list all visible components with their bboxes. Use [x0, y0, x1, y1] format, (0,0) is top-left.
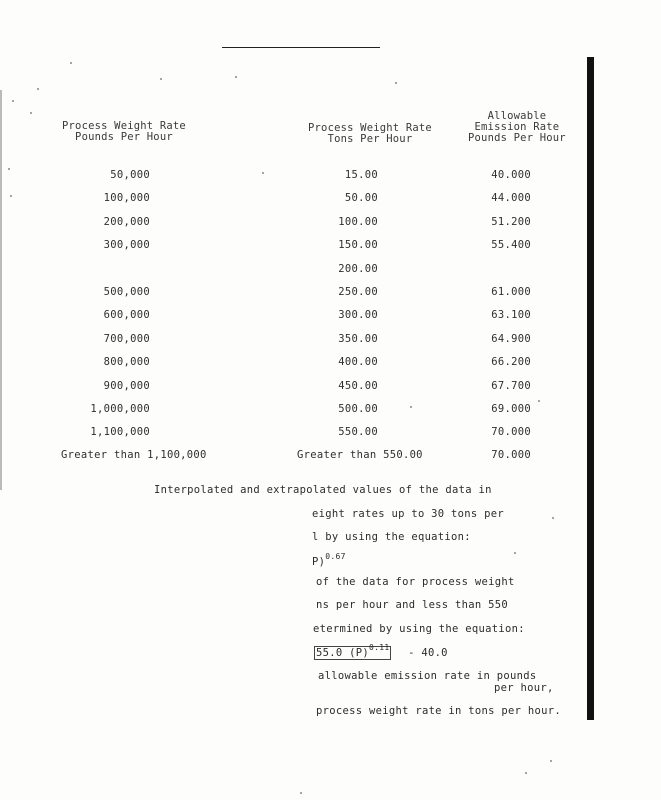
equation-2-constant: - 40.0: [408, 647, 448, 659]
scan-speck: [160, 78, 162, 80]
scan-speck: [10, 195, 12, 197]
top-rule: [222, 47, 380, 48]
row-allowable-emission: 63.100: [491, 309, 531, 321]
row-process-weight-lbs: 50,000: [110, 169, 150, 181]
scan-speck: [12, 100, 14, 102]
note-line-1: Interpolated and extrapolated values of the data in: [154, 484, 492, 496]
row-process-weight-lbs: 1,000,000: [90, 403, 150, 415]
note-line-2: eight rates up to 30 tons per: [312, 508, 505, 520]
scan-speck: [262, 172, 264, 174]
row-process-weight-tons: 550.00: [338, 426, 378, 438]
equation-1-base: P): [312, 556, 326, 568]
row-process-weight-lbs: 300,000: [103, 239, 150, 251]
header-process-weight-tons: Process Weight Rate Tons Per Hour: [308, 122, 432, 145]
row-process-weight-tons: 400.00: [338, 356, 378, 368]
header-process-weight-lbs: Process Weight Rate Pounds Per Hour: [62, 120, 186, 143]
row-process-weight-lbs: 100,000: [103, 192, 150, 204]
row-process-weight-tons: 50.00: [344, 192, 378, 204]
row-process-weight-tons: 15.00: [344, 169, 378, 181]
row-process-weight-tons: 250.00: [338, 286, 378, 298]
header-allowable-emission: Allowable Emission Rate Pounds Per Hour: [468, 110, 566, 144]
row-process-weight-lbs: 900,000: [103, 380, 150, 392]
row-process-weight-lbs: 500,000: [103, 286, 150, 298]
note-line-11: process weight rate in tons per hour.: [316, 705, 561, 717]
row-allowable-emission: 67.700: [491, 380, 531, 392]
scan-speck: [8, 168, 10, 170]
scan-speck: [410, 406, 412, 408]
note-line-9: allowable emission rate in pounds: [318, 670, 537, 682]
row-allowable-emission: 70.000: [491, 426, 531, 438]
scan-edge-bar: [587, 57, 594, 720]
row-process-weight-tons: 100.00: [338, 216, 378, 228]
equation-1: [312, 552, 346, 568]
row-allowable-emission: 69.000: [491, 403, 531, 415]
scan-speck: [30, 112, 32, 114]
row-allowable-emission: 66.200: [491, 356, 531, 368]
scan-speck: [70, 62, 72, 64]
row-process-weight-tons: 500.00: [338, 403, 378, 415]
scan-speck: [538, 400, 540, 402]
note-line-5: of the data for process weight: [316, 576, 515, 588]
row-process-weight-lbs: 600,000: [103, 309, 150, 321]
note-line-7: etermined by using the equation:: [313, 623, 525, 635]
row-process-weight-lbs: 800,000: [103, 356, 150, 368]
scan-speck: [300, 792, 302, 794]
scan-speck: [552, 517, 554, 519]
equation-1-exponent: 0.67: [325, 552, 346, 561]
note-line-3: l by using the equation:: [312, 531, 471, 543]
row-allowable-emission: 44.000: [491, 192, 531, 204]
scan-speck: [235, 76, 237, 78]
row-process-weight-tons: 300.00: [338, 309, 378, 321]
row-process-weight-tons: 450.00: [338, 380, 378, 392]
row-allowable-emission: 40.000: [491, 169, 531, 181]
last-row-emission: 70.000: [491, 449, 531, 461]
row-process-weight-lbs: 200,000: [103, 216, 150, 228]
equation-2-exponent: 0.11: [368, 643, 390, 652]
note-line-6: ns per hour and less than 550: [316, 599, 509, 611]
row-allowable-emission: 61.000: [491, 286, 531, 298]
last-row-lbs: Greater than 1,100,000: [61, 449, 207, 461]
scan-speck: [37, 88, 39, 90]
row-process-weight-lbs: 700,000: [103, 333, 150, 345]
equation-2-boxed-term: [314, 643, 391, 660]
row-allowable-emission: 51.200: [491, 216, 531, 228]
left-scan-edge: [0, 90, 2, 490]
scan-speck: [525, 772, 527, 774]
row-allowable-emission: 55.400: [491, 239, 531, 251]
row-process-weight-tons: 200.00: [338, 263, 378, 275]
scan-speck: [550, 760, 552, 762]
equation-2-term: 55.0 (P): [316, 647, 369, 659]
last-row-tons: Greater than 550.00: [297, 449, 423, 461]
row-allowable-emission: 64.900: [491, 333, 531, 345]
row-process-weight-tons: 150.00: [338, 239, 378, 251]
note-line-10: per hour,: [494, 682, 554, 694]
scan-speck: [395, 82, 397, 84]
row-process-weight-lbs: 1,100,000: [90, 426, 150, 438]
equation-2: [314, 643, 448, 659]
row-process-weight-tons: 350.00: [338, 333, 378, 345]
scan-speck: [514, 552, 516, 554]
